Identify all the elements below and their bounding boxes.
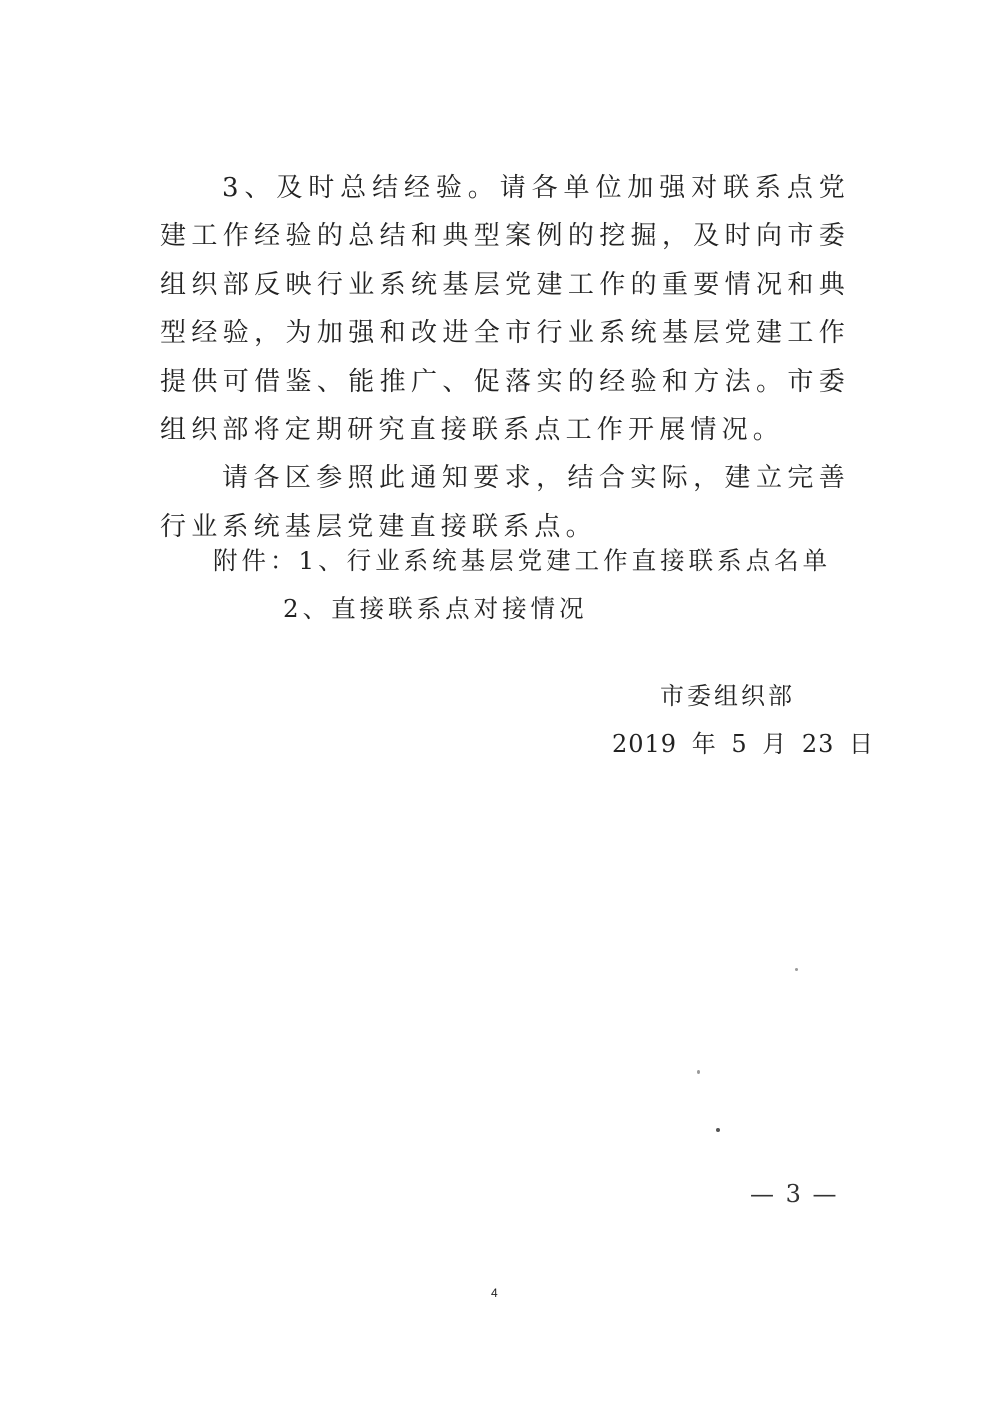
paragraph-summarize-experience: 3、及时总结经验。请各单位加强对联系点党建工作经验的总结和典型案例的挖掘，及时向市委组织部反映行业系统基层党建工作的重要情况和典型经验，为加强和改进全市行业系统基层党建工作提供可借鉴、能推广、促落实的经验和方法。市委组织部将定期研究直接联系点工作开展情况。 (160, 173, 850, 446)
attachment-item-2: 2、直接联系点对接情况 (283, 594, 588, 623)
attachment-item-1: 1、行业系统基层党建工作直接联系点名单 (298, 546, 832, 575)
attachments-label: 附件： (213, 546, 299, 575)
issuer-signature: 市委组织部 (660, 682, 795, 710)
attachment-row-2 (213, 585, 831, 633)
scan-speck (795, 968, 798, 971)
attachment-row-1 (213, 537, 831, 585)
page-number: — 3 — (750, 1180, 839, 1208)
attachments-section (213, 537, 831, 633)
document-body (160, 164, 850, 551)
scan-speck (697, 1070, 700, 1074)
footer-page-number: 4 (491, 1286, 498, 1300)
scan-speck (716, 1128, 720, 1132)
paragraph-district-instruction: 请各区参照此通知要求，结合实际，建立完善行业系统基层党建直接联系点。 (160, 463, 850, 542)
issue-date: 2019 年 5 月 23 日 (612, 730, 875, 758)
